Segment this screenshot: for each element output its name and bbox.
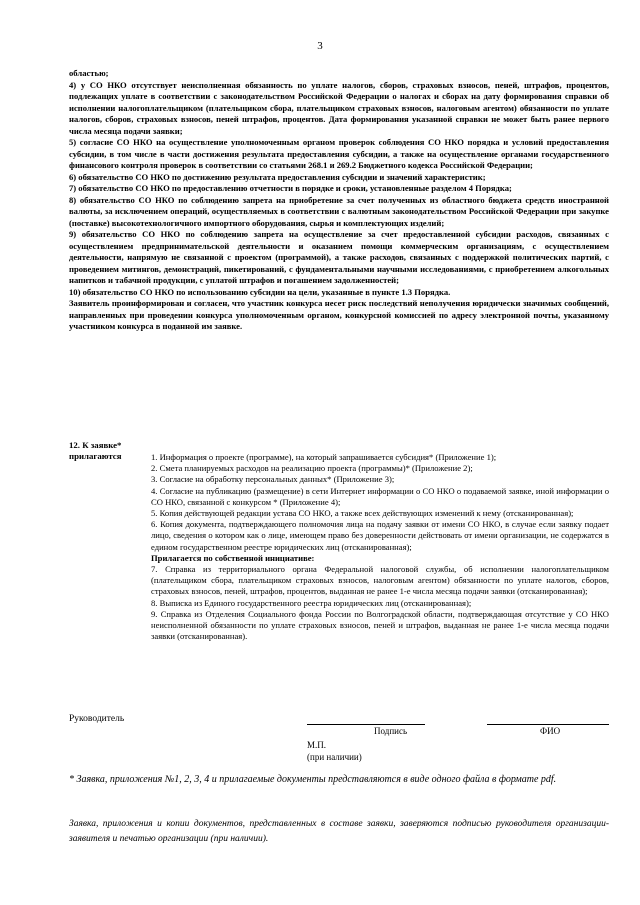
body-paragraph: 4) у СО НКО отсутствует неисполненная обязанность по уплате налогов, сборов, страховых взносов, пеней, штрафов, процентов, подлежащих уплате в соответствии с законодательством Российской Федерации о налогах и сборах на дату формирования справки об исполнении налогоплательщиком (плательщиком сбора, плательщиком страховых взносов, налоговым агентом) обязанности по уплате налогов, сборов, страховых взносов, пеней штрафов, процентов. Дата формирования указанной справки не может быть ранее первого числа месяца подачи заявки; (69, 79, 609, 136)
attachments-list (151, 452, 609, 642)
page-number: 3 (317, 40, 323, 52)
own-initiative-heading: Прилагается по собственной инициативе: (151, 552, 315, 563)
body-paragraph: 6) обязательство СО НКО по достижению результата предоставления субсидии и значений характеристик; (69, 171, 486, 182)
attachment-item: 7. Справка из территориального органа Федеральной налоговой службы, об исполнении налогоплательщиком (плательщиком сбора, плательщиком страховых взносов, налоговым агентом) обязанности по уплате налогов, сборов, страховых взносов, пеней, штрафов, процентов, выданная не ранее 1-е числа месяца подачи заявки (отсканированная); (151, 564, 609, 597)
body-paragraph: 10) обязательство СО НКО по использованию субсидии на цели, указанные в пункте 1.3 Порядка. (69, 286, 451, 297)
attachment-item: 1. Информация о проекте (программе), на который запрашивается субсидия* (Приложение 1); (151, 452, 497, 462)
attachment-item: 5. Копия действующей редакции устава СО НКО, а также всех действующих изменений к нему (отсканированная); (151, 508, 574, 519)
attachment-item: 9. Справка из Отделения Социального фонда России по Волгоградской области, подтверждающая отсутствие у СО НКО неисполненной обязанности по уплате страховых взносов, пеней и штрафов, выданная не ранее 1-е числа месяца подачи заявки (отсканированная). (151, 608, 609, 642)
section-title: 12. К заявке* (69, 440, 122, 450)
section-label: прилагаются (69, 451, 122, 461)
attachment-item: 8. Выписка из Единого государственного реестра юридических лиц (отсканированная); (151, 597, 472, 608)
closing-note: Заявка, приложения и копии документов, представленных в составе заявки, заверяются подписью руководителя организации-заявителя и печатью организации (при наличии). (69, 819, 609, 844)
name-line (487, 724, 609, 725)
conditions-body (69, 68, 609, 333)
body-paragraph: областью; (69, 68, 109, 78)
stamp-label: М.П. (307, 740, 327, 750)
body-paragraph: 7) обязательство СО НКО по предоставлению отчетности в порядке и сроки, установленные разделом 4 Порядка; (69, 183, 512, 193)
attachment-item: 2. Смета планируемых расходов на реализацию проекта (программы)* (Приложение 2); (151, 463, 473, 474)
section-12-heading (69, 440, 121, 462)
attachment-item: 3. Согласие на обработку персональных данных* (Приложение 3); (151, 474, 395, 485)
attachment-item: 6. Копия документа, подтверждающего полномочия лица на подачу заявки от имени СО НКО, в случае если заявку подает лицо, сведения о котором как о лице, имеющем право без доверенности действовать от имени организации, не содержатся в едином государственном реестре юридических лиц (отсканированная); (151, 519, 609, 552)
attachment-item: 4. Согласие на публикацию (размещение) в сети Интернет информации о СО НКО о подаваемой заявке, иной информации о СО НКО, связанной с конкурсом * (Приложение 4); (151, 485, 609, 507)
name-caption: ФИО (540, 726, 561, 736)
footnote: * Заявка, приложения №1, 2, 3, 4 и прилагаемые документы представляются в виде одного файла в формате pdf. (69, 774, 557, 785)
body-paragraph: Заявитель проинформирован и согласен, что участник конкурса несет риск последствий неполучения юридически значимых сообщений, направленных при проведении конкурса уполномоченным органом, конкурсной комиссией по адресу электронной почты, указанному участником конкурса в поданной им заявке. (69, 298, 609, 331)
signature-line (307, 724, 425, 725)
body-paragraph: 9) обязательство СО НКО по соблюдению запрета на осуществление за счет предоставленной субсидии расходов, связанных с осуществлением предпринимательской деятельности и оказанием помощи коммерческим организациям, с осуществлением деятельности, напрямую не связанной с проектом (программой), а также расходов, связанных с поддержкой политических партий, с проведением митингов, демонстраций, пикетирований, с фундаментальными научными исследованиями, с приобретением алкогольных напитков и табачной продукции, с уплатой штрафов и погашением задолженностей; (69, 229, 609, 285)
head-label: Руководитель (69, 714, 125, 724)
body-paragraph: 8) обязательство СО НКО по соблюдению запрета на приобретение за счет полученных из областного бюджета средств иностранной валюты, за исключением операций, осуществляемых в соответствии с валютным законодательством Российской Федерации при закупке (поставке) высокотехнологичного импортного оборудования, сырья и комплектующих изделий; (69, 194, 609, 228)
body-paragraph: 5) согласие СО НКО на осуществление уполномоченным органом проверок соблюдения СО НКО порядка и условий предоставления субсидии, в том числе в части достижения результата предоставления субсидии, а также на осуществление органами государственного финансового контроля проверок в соответствии со статьями 268.1 и 269.2 Бюджетного кодекса Российской Федерации; (69, 137, 609, 170)
stamp-note: (при наличии) (307, 752, 362, 762)
signature-caption: Подпись (374, 726, 408, 736)
